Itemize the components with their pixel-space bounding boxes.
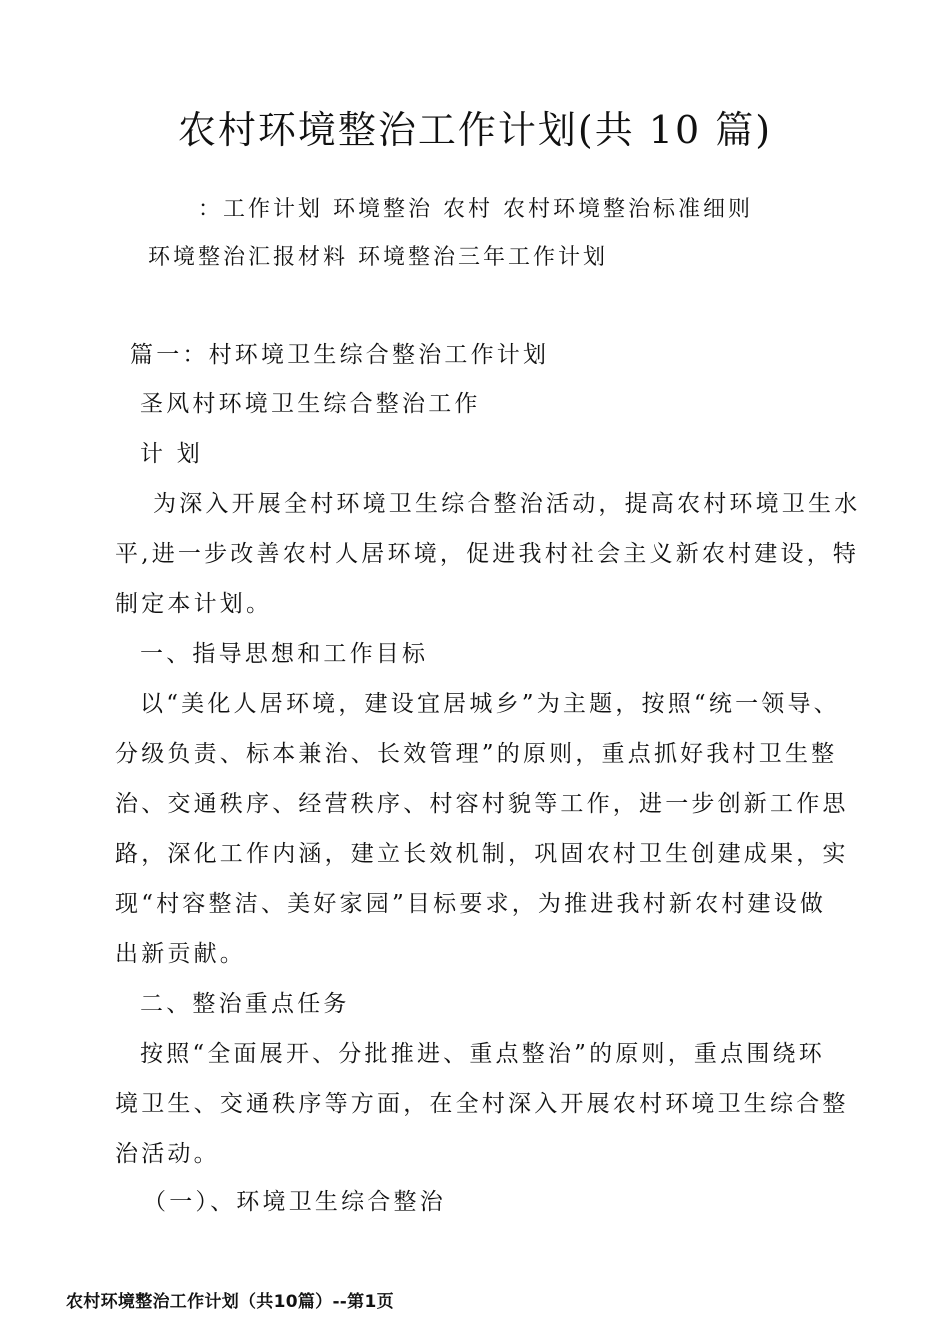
part1-line: 路，深化工作内涵，建立长效机制，巩固农村卫生创建成果，实 [115,841,849,867]
part1-line: 以“美化人居环境，建设宜居城乡”为主题，按照“统一领导、 [140,691,840,717]
subtitle-2: 计 划 [140,441,203,467]
part2-line: 治活动。 [115,1141,220,1167]
part1-line: 出新贡献。 [115,941,246,967]
part1-line: 治、交通秩序、经营秩序、村容村貌等工作，进一步创新工作思 [115,791,849,817]
subsection-heading: （一）、环境卫生综合整治 [143,1189,446,1215]
part1-line: 现“村容整洁、美好家园”目标要求，为推进我村新农村建设做 [115,891,827,917]
document-title: 农村环境整治工作计划(共 10 篇) [177,108,773,152]
intro-line: 制定本计划。 [115,591,273,617]
part2-line: 境卫生、交通秩序等方面，在全村深入开展农村环境卫生综合整 [115,1091,849,1117]
intro-line: 平,进一步改善农村人居环境，促进我村社会主义新农村建设，特 [115,541,860,567]
keywords-line-2: 环境整治汇报材料 环境整治三年工作计划 [148,245,608,270]
part2-heading: 二、整治重点任务 [140,991,350,1017]
intro-line: 为深入开展全村环境卫生综合整治活动，提高农村环境卫生水 [153,491,861,517]
keywords-line-1: ：工作计划 环境整治 农村 农村环境整治标准细则 [198,197,753,222]
subtitle: 圣风村环境卫生综合整治工作 [140,391,481,417]
keywords-block [148,186,848,282]
part1-line: 分级负责、标本兼治、长效管理”的原则，重点抓好我村卫生整 [115,741,838,767]
part1-heading: 一、指导思想和工作目标 [140,641,429,667]
section-heading: 篇一：村环境卫生综合整治工作计划 [130,342,550,368]
page-footer: 农村环境整治工作计划（共10篇）--第1页 [66,1292,394,1312]
part2-line: 按照“全面展开、分批推进、重点整治”的原则，重点围绕环 [140,1041,825,1067]
